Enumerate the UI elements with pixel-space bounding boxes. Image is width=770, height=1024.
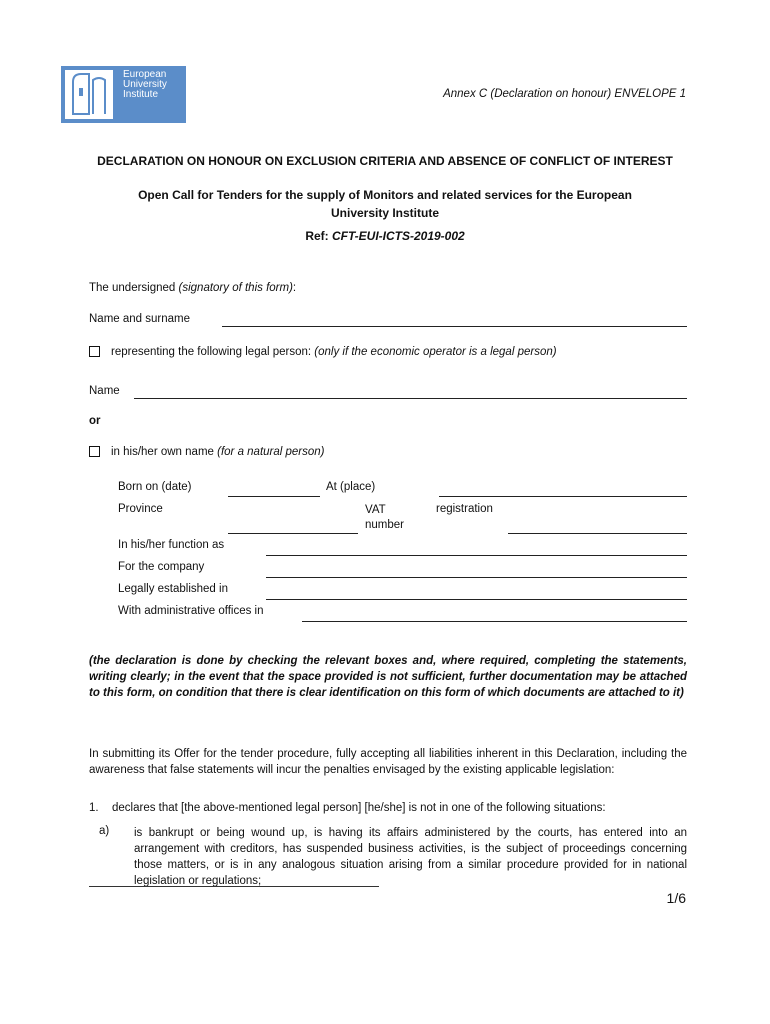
- reference: [40, 229, 730, 243]
- natural-person-note: (for a natural person): [217, 446, 325, 458]
- company-field[interactable]: [266, 577, 687, 578]
- item-a-text: is bankrupt or being wound up, is having its affairs administered by the courts, has entered into an arrangement with creditors, has suspended business activities, is the subject of proceedings concerning those matters, or is in any analogous situation arising from a similar procedure provided for in national legislation or regulations;: [134, 827, 687, 887]
- name-surname-label: Name and surname: [89, 313, 190, 325]
- function-field[interactable]: [266, 555, 687, 556]
- legal-person-line: [111, 346, 557, 358]
- undersigned-colon: :: [292, 282, 297, 294]
- undersigned-label: The undersigned: [89, 282, 179, 294]
- vat-registration-field[interactable]: [508, 533, 687, 534]
- name-surname-field[interactable]: [222, 326, 687, 327]
- legally-established-label: Legally established in: [118, 583, 228, 595]
- declaration-note: (the declaration is done by checking the relevant boxes and, where required, completing the statements, writing clearly; in the event that the space provided is not sufficient, further documentation may be attached to this form, on condition that there is clear identification on this form of which documents are attached to it): [89, 655, 687, 699]
- document-title: DECLARATION ON HONOUR ON EXCLUSION CRITERIA AND ABSENCE OF CONFLICT OF INTEREST: [97, 154, 673, 168]
- logo-text: European University Institute: [123, 69, 167, 100]
- subtitle-line-2: University Institute: [330, 206, 440, 220]
- legal-person-note: (only if the economic operator is a legal person): [314, 346, 557, 358]
- subtitle-line-1: Open Call for Tenders for the supply of Monitors and related services for the European: [138, 188, 632, 202]
- page-number: 1/6: [666, 890, 686, 906]
- natural-person-label: in his/her own name: [111, 446, 218, 458]
- or-label: or: [89, 415, 101, 427]
- registration-label: registration: [436, 503, 493, 515]
- document-subtitle: [40, 186, 730, 222]
- province-field[interactable]: [228, 533, 358, 534]
- eui-emblem-icon: [65, 70, 113, 119]
- born-on-field[interactable]: [228, 496, 320, 497]
- submitting-paragraph: In submitting its Offer for the tender procedure, fully accepting all liabilities inherent in this Declaration, including the awareness that false statements will incur the penalties envisaged by the existing applicable legislation:: [89, 748, 687, 776]
- annex-header: Annex C (Declaration on honour) ENVELOPE 1: [443, 88, 686, 100]
- item-1-text: declares that [the above-mentioned legal person] [he/she] is not in one of the following situations:: [112, 802, 606, 814]
- at-place-label: At (place): [326, 481, 376, 493]
- at-place-field[interactable]: [439, 496, 687, 497]
- eui-logo: [61, 66, 186, 123]
- name-label: Name: [89, 385, 120, 397]
- born-on-label: Born on (date): [118, 481, 192, 493]
- vat-number-label: VAT number: [365, 504, 404, 531]
- undersigned-note: (signatory of this form): [178, 282, 293, 294]
- function-label: In his/her function as: [118, 539, 225, 551]
- ref-value: CFT-EUI-ICTS-2019-002: [331, 229, 465, 243]
- undersigned-line: [89, 282, 296, 294]
- ref-label: Ref:: [305, 229, 332, 243]
- name-field[interactable]: [134, 398, 687, 399]
- legal-person-label: representing the following legal person:: [111, 346, 315, 358]
- natural-person-checkbox[interactable]: [89, 446, 100, 457]
- item-1-number: 1.: [89, 802, 99, 814]
- legally-established-field[interactable]: [266, 599, 687, 600]
- natural-person-line: [111, 446, 325, 458]
- legal-person-checkbox[interactable]: [89, 346, 100, 357]
- item-a-label: a): [99, 825, 110, 837]
- admin-offices-label: With administrative offices in: [118, 605, 264, 617]
- admin-offices-field[interactable]: [302, 621, 687, 622]
- company-label: For the company: [118, 561, 205, 573]
- footnote-rule: [89, 886, 379, 887]
- province-label: Province: [118, 503, 163, 515]
